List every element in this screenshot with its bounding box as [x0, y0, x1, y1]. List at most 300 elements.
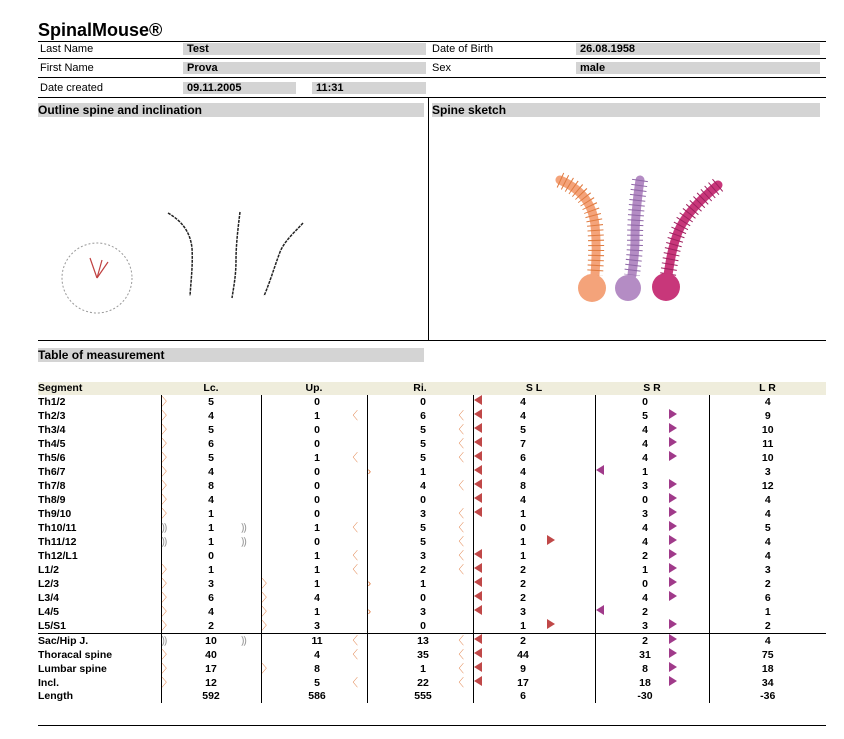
- last-name-label: Last Name: [40, 43, 94, 55]
- left-triangle-icon: [474, 465, 482, 475]
- lr-cell: 5: [709, 521, 826, 535]
- ri-cell: 35: [417, 648, 429, 661]
- sl-cell: 1: [520, 619, 526, 632]
- sex-value: male: [576, 62, 820, 74]
- lc-cell: 10: [181, 634, 241, 649]
- up-cell: 0: [314, 423, 320, 436]
- table-row: [38, 493, 826, 507]
- lc-cell: 40: [205, 648, 217, 661]
- sr-cell: 2: [642, 605, 648, 618]
- sr-cell: 3: [642, 507, 648, 520]
- concave-bracket-icon: 〉: [161, 409, 173, 422]
- segment-cell: Th5/6: [38, 451, 66, 464]
- up-cell: 0: [314, 395, 320, 408]
- convex-bracket-icon: 〈: [453, 648, 464, 661]
- up-cell: 1: [314, 577, 320, 590]
- table-row: [38, 591, 826, 605]
- app-title: SpinalMouse®: [38, 20, 163, 40]
- sl-cell: 44: [517, 648, 529, 661]
- sl-cell: 1: [520, 549, 526, 562]
- up-cell: 1: [314, 563, 320, 576]
- first-name-label: First Name: [40, 62, 94, 74]
- table-row: [38, 507, 826, 521]
- up-cell: 4: [314, 648, 320, 661]
- sl-cell: 2: [520, 591, 526, 604]
- mixed-bracket-icon: ⸩: [161, 535, 168, 548]
- spine-sketch-flexed: [615, 180, 641, 301]
- convex-bracket-icon: 〈: [347, 409, 358, 422]
- lr-cell: 4: [709, 493, 826, 507]
- right-triangle-icon: [669, 662, 677, 672]
- lr-cell: 3: [709, 465, 826, 479]
- table-row: [38, 437, 826, 451]
- table-header-row: [38, 382, 826, 395]
- concave-bracket-icon: 〉: [161, 507, 173, 520]
- left-triangle-icon: [474, 549, 482, 559]
- sl-cell: 2: [520, 563, 526, 576]
- left-triangle-icon: [474, 493, 482, 503]
- header-ri: Ri.: [367, 382, 473, 395]
- table-row: [38, 479, 826, 493]
- right-triangle-icon: [669, 563, 677, 573]
- lr-cell: 4: [709, 395, 826, 409]
- concave-bracket-icon: 〉: [161, 395, 173, 408]
- ri-cell: 5: [420, 535, 426, 548]
- ri-cell: 3: [420, 605, 426, 618]
- table-row: [38, 535, 826, 549]
- segment-cell: Th3/4: [38, 423, 66, 436]
- ri-cell: 13: [393, 634, 453, 649]
- up-cell: 0: [314, 437, 320, 450]
- right-triangle-icon: [669, 409, 677, 419]
- lr-cell: 4: [709, 507, 826, 521]
- sr-cell: 4: [642, 423, 648, 436]
- dob-value: 26.08.1958: [576, 43, 820, 55]
- lr-cell: 4: [709, 634, 826, 649]
- ri-cell: 5: [420, 423, 426, 436]
- right-triangle-icon: [669, 437, 677, 447]
- spine-outline-upright: [168, 213, 192, 296]
- lr-cell: 4: [709, 549, 826, 563]
- concave-bracket-icon: 〉: [161, 479, 173, 492]
- lc-cell: 17: [205, 662, 217, 675]
- sr-cell: 1: [642, 563, 648, 576]
- convex-bracket-icon: 〈: [453, 479, 464, 492]
- sl-cell: 17: [517, 676, 529, 689]
- lc-cell: 4: [208, 409, 214, 422]
- table-row: [38, 423, 826, 437]
- lr-cell: 2: [709, 619, 826, 634]
- concave-bracket-icon: 〉: [161, 563, 173, 576]
- left-triangle-icon: [474, 423, 482, 433]
- concave-bracket-icon: 〉: [161, 437, 173, 450]
- table-row: [38, 451, 826, 465]
- dob-label: Date of Birth: [432, 43, 494, 55]
- ri-cell: 5: [420, 451, 426, 464]
- sl-cell: 6: [520, 451, 526, 464]
- table-row: [38, 605, 826, 619]
- segment-cell: Th10/11: [38, 521, 77, 534]
- up-cell: 1: [314, 409, 320, 422]
- lc-cell: 6: [208, 591, 214, 604]
- spine-sketch-extended: [652, 185, 718, 301]
- sl-cell: 4: [520, 409, 526, 422]
- sr-cell: 4: [642, 521, 648, 534]
- table-row: [38, 395, 826, 409]
- mixed-bracket-icon: ⸩: [241, 535, 247, 548]
- concave-bracket-icon: 〉: [161, 465, 173, 478]
- sr-cell: 31: [639, 648, 651, 661]
- right-triangle-icon: [669, 591, 677, 601]
- up-cell: 1: [314, 451, 320, 464]
- lc-cell: 1: [208, 563, 214, 576]
- segment-cell: L1/2: [38, 563, 60, 576]
- lr-cell: 4: [709, 535, 826, 549]
- up-cell: 0: [314, 465, 320, 478]
- lc-cell: 4: [208, 465, 214, 478]
- sl-cell: 1: [520, 507, 526, 520]
- right-triangle-icon: [669, 451, 677, 461]
- sl-cell: 6: [520, 690, 526, 702]
- mixed-bracket-icon: ⸩: [241, 634, 247, 647]
- lc-cell: 5: [208, 395, 214, 408]
- sketch-section-header: Spine sketch: [432, 103, 820, 117]
- table-row: [38, 648, 826, 662]
- first-name-value: Prova: [183, 62, 426, 74]
- up-cell: 3: [314, 619, 320, 632]
- header-segment: Segment: [38, 382, 161, 395]
- convex-bracket-icon: 〈: [453, 423, 464, 436]
- lc-cell: 3: [208, 577, 214, 590]
- lc-cell: 2: [208, 619, 214, 632]
- concave-bracket-icon: 〉: [261, 605, 273, 618]
- lc-cell: 592: [202, 690, 220, 702]
- convex-bracket-icon: 〈: [347, 451, 358, 464]
- sl-cell: 4: [520, 493, 526, 506]
- concave-bracket-icon: 〉: [261, 591, 273, 604]
- lc-cell: 6: [208, 437, 214, 450]
- table-section-header: Table of measurement: [38, 348, 424, 362]
- up-cell: 0: [314, 507, 320, 520]
- left-triangle-icon: [474, 409, 482, 419]
- header-lr: L R: [709, 382, 826, 395]
- segment-cell: Thoracal spine: [38, 648, 113, 661]
- row-rule: [38, 97, 826, 98]
- ri-cell: 0: [420, 591, 426, 604]
- left-triangle-icon: [474, 451, 482, 461]
- right-triangle-icon: [669, 507, 677, 517]
- convex-bracket-icon: 〈: [347, 563, 358, 576]
- row-rule: [38, 58, 826, 59]
- left-triangle-icon: [474, 507, 482, 517]
- lr-cell: 2: [709, 577, 826, 591]
- left-triangle-icon: [474, 577, 482, 587]
- lr-cell: 6: [709, 591, 826, 605]
- ri-cell: 4: [420, 479, 426, 492]
- header-sr: S R: [595, 382, 709, 395]
- sl-cell: 4: [520, 465, 526, 478]
- sr-cell: 4: [642, 451, 648, 464]
- lr-cell: 12: [709, 479, 826, 493]
- segment-cell: L2/3: [38, 577, 60, 590]
- lr-cell: 10: [709, 451, 826, 465]
- left-triangle-icon: [474, 437, 482, 447]
- lr-cell: 10: [709, 423, 826, 437]
- table-row: [38, 690, 826, 703]
- segment-cell: Th7/8: [38, 479, 66, 492]
- ri-cell: 0: [420, 493, 426, 506]
- right-triangle-icon: [547, 619, 555, 629]
- convex-bracket-icon: 〈: [453, 409, 464, 422]
- up-cell: 11: [287, 634, 347, 649]
- sl-cell: 4: [520, 395, 526, 408]
- left-triangle-icon: [474, 591, 482, 601]
- sl-cell: 1: [520, 535, 526, 548]
- convex-bracket-icon: 〈: [453, 634, 464, 647]
- sex-label: Sex: [432, 62, 451, 74]
- time-created-value: 11:31: [312, 82, 426, 94]
- lc-cell: 1: [208, 507, 214, 520]
- up-cell: 0: [314, 479, 320, 492]
- sr-cell: 3: [642, 479, 648, 492]
- spine-sketch-graphic: [540, 170, 740, 310]
- lr-cell: 75: [709, 648, 826, 662]
- section-rule: [38, 340, 826, 341]
- concave-bracket-icon: 〉: [161, 451, 173, 464]
- sr-cell: 2: [642, 549, 648, 562]
- ri-cell: 0: [420, 395, 426, 408]
- concave-bracket-icon: 〉: [161, 577, 173, 590]
- lr-cell: 3: [709, 563, 826, 577]
- sr-cell: -30: [637, 690, 653, 702]
- up-cell: 8: [314, 662, 320, 675]
- table-row: [38, 634, 826, 649]
- concave-bracket-icon: 〉: [161, 676, 173, 689]
- concave-bracket-icon: 〉: [261, 577, 273, 590]
- up-cell: 1: [314, 521, 320, 534]
- ri-cell: 6: [420, 409, 426, 422]
- convex-bracket-icon: 〈: [453, 676, 464, 689]
- right-triangle-icon: [669, 521, 677, 531]
- left-triangle-icon: [474, 479, 482, 489]
- table-row: [38, 465, 826, 479]
- left-triangle-icon: [596, 605, 604, 615]
- up-cell: 586: [308, 690, 326, 702]
- left-triangle-icon: [474, 395, 482, 405]
- sr-cell: 2: [621, 634, 669, 649]
- header-sl: S L: [473, 382, 595, 395]
- mixed-bracket-icon: ⸩: [241, 521, 247, 534]
- measurement-table: [38, 382, 826, 703]
- table-row: [38, 577, 826, 591]
- table-row: [38, 676, 826, 690]
- convex-bracket-icon: 〈: [453, 563, 464, 576]
- left-triangle-icon: [474, 563, 482, 573]
- sl-cell: 8: [520, 479, 526, 492]
- segment-cell: Sac/Hip J.: [38, 634, 161, 649]
- left-triangle-icon: [474, 605, 482, 615]
- ri-cell: 5: [420, 437, 426, 450]
- sl-cell: 5: [520, 423, 526, 436]
- concave-bracket-icon: 〉: [161, 493, 173, 506]
- segment-cell: L3/4: [38, 591, 60, 604]
- sr-cell: 1: [642, 465, 648, 478]
- concave-bracket-icon: 〉: [261, 662, 273, 675]
- lc-cell: 12: [205, 676, 217, 689]
- dot-bracket-icon: ›: [367, 605, 372, 618]
- up-cell: 0: [314, 535, 320, 548]
- dot-bracket-icon: ›: [367, 465, 372, 478]
- lr-cell: -36: [709, 690, 826, 703]
- sr-cell: 4: [642, 591, 648, 604]
- date-created-value: 09.11.2005: [183, 82, 296, 94]
- ri-cell: 2: [420, 563, 426, 576]
- convex-bracket-icon: 〈: [347, 634, 358, 647]
- convex-bracket-icon: 〈: [453, 521, 464, 534]
- sr-cell: 18: [639, 676, 651, 689]
- sr-cell: 3: [642, 619, 648, 632]
- left-triangle-icon: [596, 465, 604, 475]
- table-row: [38, 409, 826, 423]
- lc-cell: 1: [208, 535, 214, 548]
- header-lc: Lc.: [161, 382, 261, 395]
- right-triangle-icon: [669, 634, 677, 644]
- sr-cell: 0: [642, 577, 648, 590]
- concave-bracket-icon: 〉: [161, 648, 173, 661]
- row-rule: [38, 77, 826, 78]
- ri-cell: 1: [420, 662, 426, 675]
- segment-cell: L4/5: [38, 605, 60, 618]
- lr-cell: 18: [709, 662, 826, 676]
- segment-cell: Th11/12: [38, 535, 77, 548]
- lc-cell: 0: [208, 549, 214, 562]
- concave-bracket-icon: 〉: [161, 591, 173, 604]
- spine-outline-extended: [264, 223, 303, 296]
- segment-cell: Incl.: [38, 676, 60, 689]
- segment-cell: Th8/9: [38, 493, 66, 506]
- convex-bracket-icon: 〈: [347, 521, 358, 534]
- right-triangle-icon: [669, 676, 677, 686]
- left-triangle-icon: [474, 634, 482, 644]
- lc-cell: 5: [208, 423, 214, 436]
- segment-cell: Th4/5: [38, 437, 66, 450]
- right-triangle-icon: [669, 493, 677, 503]
- outline-section-header: Outline spine and inclination: [38, 103, 424, 117]
- convex-bracket-icon: 〈: [453, 535, 464, 548]
- convex-bracket-icon: 〈: [453, 549, 464, 562]
- sr-cell: 0: [642, 493, 648, 506]
- right-triangle-icon: [669, 535, 677, 545]
- ri-cell: 5: [420, 521, 426, 534]
- concave-bracket-icon: 〉: [261, 619, 273, 632]
- right-triangle-icon: [669, 423, 677, 433]
- convex-bracket-icon: 〈: [347, 648, 358, 661]
- ri-cell: 0: [420, 619, 426, 632]
- ri-cell: 3: [420, 507, 426, 520]
- segment-cell: Th1/2: [38, 395, 66, 408]
- sl-cell: 9: [520, 662, 526, 675]
- concave-bracket-icon: 〉: [161, 662, 173, 675]
- right-triangle-icon: [669, 577, 677, 587]
- segment-cell: Th9/10: [38, 507, 72, 520]
- title-rule: [38, 41, 826, 42]
- segment-cell: Length: [38, 690, 73, 702]
- convex-bracket-icon: 〈: [347, 549, 358, 562]
- panel-divider: [428, 97, 429, 340]
- convex-bracket-icon: 〈: [453, 662, 464, 675]
- concave-bracket-icon: 〉: [161, 423, 173, 436]
- sl-cell: 2: [520, 577, 526, 590]
- convex-bracket-icon: 〈: [453, 437, 464, 450]
- up-cell: 1: [314, 549, 320, 562]
- sl-cell: 0: [520, 521, 526, 534]
- sl-cell: 7: [520, 437, 526, 450]
- lr-cell: 34: [709, 676, 826, 690]
- dot-bracket-icon: ›: [367, 577, 372, 590]
- right-triangle-icon: [669, 479, 677, 489]
- ri-cell: 555: [414, 690, 432, 702]
- convex-bracket-icon: 〈: [347, 676, 358, 689]
- sl-cell: 3: [520, 605, 526, 618]
- up-cell: 0: [314, 493, 320, 506]
- table-row: [38, 619, 826, 634]
- lc-cell: 1: [208, 521, 214, 534]
- left-triangle-icon: [474, 662, 482, 672]
- ri-cell: 22: [417, 676, 429, 689]
- mixed-bracket-icon: ⸩: [161, 634, 168, 647]
- ri-cell: 1: [420, 465, 426, 478]
- segment-cell: Lumbar spine: [38, 662, 107, 675]
- right-triangle-icon: [669, 549, 677, 559]
- lc-cell: 8: [208, 479, 214, 492]
- up-cell: 5: [314, 676, 320, 689]
- convex-bracket-icon: 〈: [453, 451, 464, 464]
- segment-cell: Th6/7: [38, 465, 66, 478]
- right-triangle-icon: [669, 619, 677, 629]
- inclination-line: [90, 258, 97, 278]
- left-triangle-icon: [474, 648, 482, 658]
- date-created-label: Date created: [40, 82, 103, 94]
- header-up: Up.: [261, 382, 367, 395]
- up-cell: 4: [314, 591, 320, 604]
- bottom-rule: [38, 725, 826, 726]
- right-triangle-icon: [547, 535, 555, 545]
- spine-sketch-upright: [560, 180, 606, 302]
- segment-cell: L5/S1: [38, 619, 67, 632]
- last-name-value: Test: [183, 43, 426, 55]
- left-triangle-icon: [474, 676, 482, 686]
- concave-bracket-icon: 〉: [161, 605, 173, 618]
- mixed-bracket-icon: ⸩: [161, 521, 168, 534]
- sr-cell: 5: [642, 409, 648, 422]
- sr-cell: 8: [642, 662, 648, 675]
- right-triangle-icon: [669, 648, 677, 658]
- convex-bracket-icon: 〈: [453, 507, 464, 520]
- sr-cell: 0: [642, 395, 648, 408]
- sr-cell: 4: [642, 437, 648, 450]
- lr-cell: 1: [709, 605, 826, 619]
- lr-cell: 11: [709, 437, 826, 451]
- ri-cell: 1: [420, 577, 426, 590]
- sr-cell: 4: [642, 535, 648, 548]
- segment-cell: Th12/L1: [38, 549, 78, 562]
- concave-bracket-icon: 〉: [161, 619, 173, 632]
- ri-cell: 3: [420, 549, 426, 562]
- segment-cell: Th2/3: [38, 409, 66, 422]
- table-row: [38, 563, 826, 577]
- lc-cell: 4: [208, 605, 214, 618]
- table-row: [38, 662, 826, 676]
